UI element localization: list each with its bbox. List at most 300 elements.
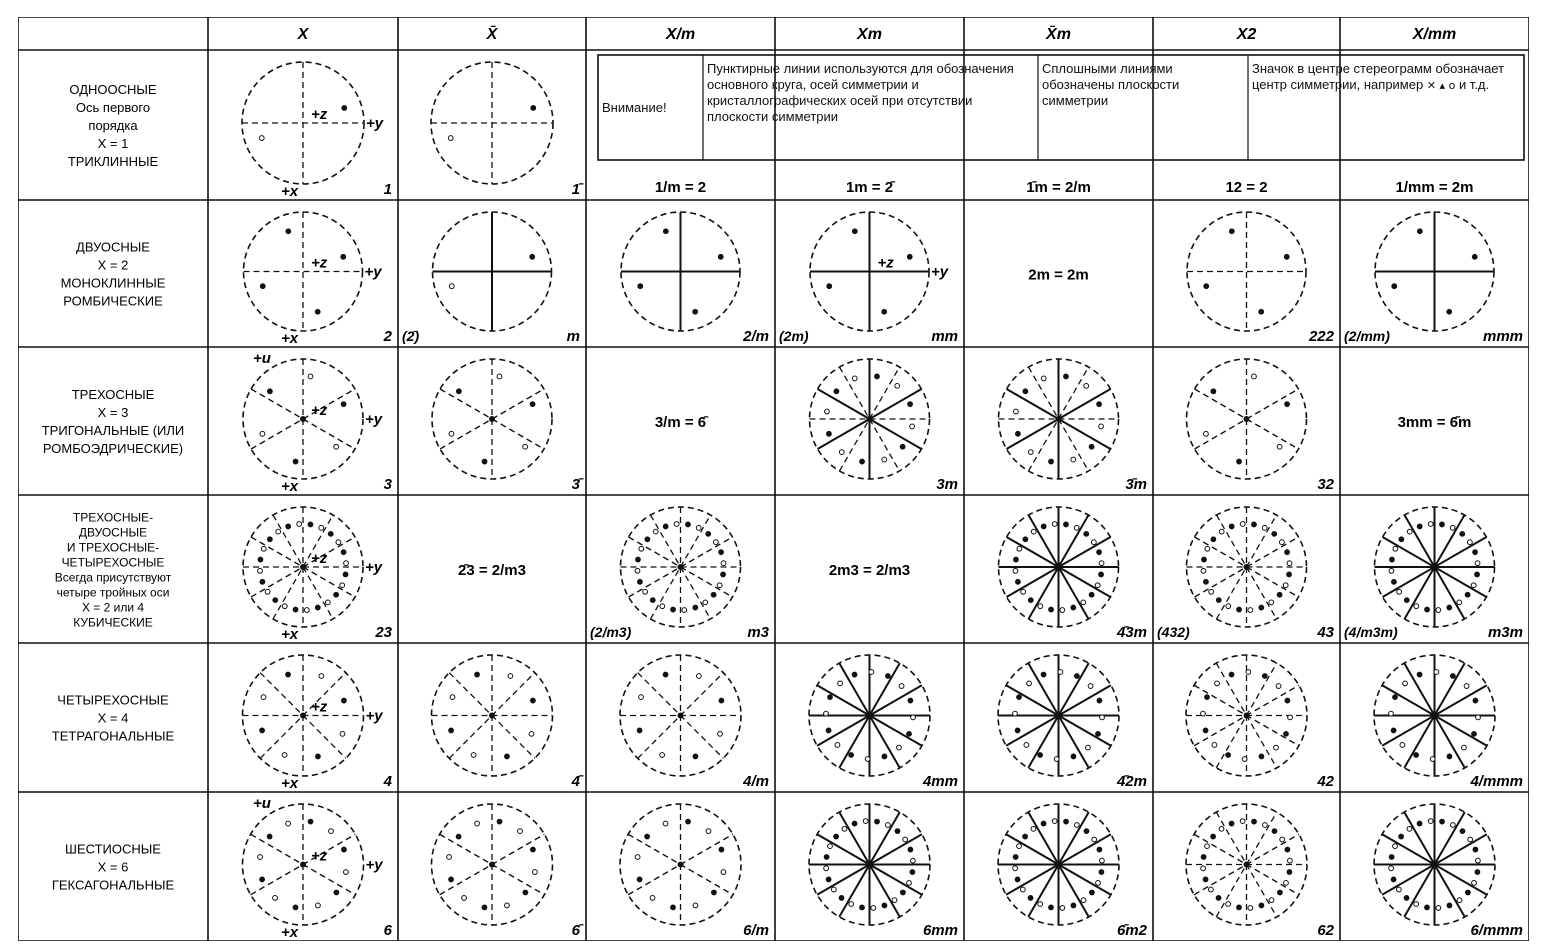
lower-pole-point — [1088, 684, 1093, 689]
upper-pole-point — [1023, 834, 1028, 839]
upper-pole-point — [1084, 829, 1089, 834]
upper-pole-point — [882, 309, 887, 314]
point-group-symbol: 6mm — [922, 922, 958, 939]
upper-pole-point — [308, 819, 313, 824]
lower-pole-point — [1475, 561, 1480, 566]
lower-pole-point — [1468, 837, 1473, 842]
center-axis-mark — [300, 862, 306, 868]
lower-pole-point — [1389, 711, 1394, 716]
axis-label-z: +z — [311, 698, 328, 716]
upper-pole-point — [719, 847, 724, 852]
upper-pole-point — [1393, 695, 1398, 700]
upper-pole-point — [719, 550, 724, 555]
lower-pole-point — [1060, 905, 1065, 910]
equivalence-text: 1/m = 2 — [654, 179, 707, 196]
row-label: ТРЕХОСНЫЕ-ДВУОСНЫЕ И ТРЕХОСНЫЕ-ЧЕТЫРЕХОСНЫЕ Всегда присутствуют четыре тройных оси X = 2 или 4 КУБИЧЕСКИЕ — [54, 510, 172, 630]
lower-pole-point — [282, 604, 287, 609]
upper-pole-point — [637, 877, 642, 882]
upper-pole-point — [523, 890, 528, 895]
point-group-symbol: 2/m — [743, 328, 769, 345]
axis-label: +x — [281, 330, 299, 347]
point-group-symbol: 4/mmm — [1470, 773, 1523, 790]
upper-pole-point — [1049, 607, 1054, 612]
upper-pole-point — [907, 254, 912, 259]
lower-pole-point — [1099, 561, 1104, 566]
point-group-symbol: 1̄ — [571, 181, 580, 198]
lower-pole-point — [329, 829, 334, 834]
attention-label: Внимание! — [602, 99, 667, 115]
lower-pole-point — [1226, 902, 1231, 907]
upper-pole-point — [1414, 753, 1419, 758]
table-cell — [243, 655, 393, 792]
upper-pole-point — [328, 531, 333, 536]
upper-pole-point — [1028, 598, 1033, 603]
lower-pole-point — [1472, 880, 1477, 885]
lower-pole-point — [1038, 902, 1043, 907]
lower-pole-point — [842, 826, 847, 831]
lower-pole-point — [910, 858, 915, 863]
upper-pole-point — [1096, 731, 1101, 736]
table-cell — [431, 62, 584, 198]
upper-pole-point — [1285, 698, 1290, 703]
lower-pole-point — [297, 522, 302, 527]
upper-pole-point — [343, 572, 348, 577]
upper-pole-point — [1099, 870, 1104, 875]
upper-pole-point — [342, 847, 347, 852]
upper-pole-point — [1071, 605, 1076, 610]
lower-pole-point — [1396, 887, 1401, 892]
lower-pole-point — [1086, 745, 1091, 750]
upper-pole-point — [1216, 895, 1221, 900]
lower-pole-point — [1436, 608, 1441, 613]
lower-pole-point — [1204, 431, 1209, 436]
upper-pole-point — [826, 877, 831, 882]
upper-pole-point — [1447, 903, 1452, 908]
center-axis-mark — [1056, 564, 1062, 570]
upper-pole-point — [852, 672, 857, 677]
lower-pole-point — [1400, 743, 1405, 748]
table-cell — [810, 359, 959, 493]
row-label: ТРЕХОСНЫЕ X = 3 ТРИГОНАЛЬНЫЕ (ИЛИ РОМБОЭДРИЧЕСКИЕ) — [41, 387, 185, 456]
lower-pole-point — [1389, 568, 1394, 573]
lower-pole-point — [1084, 383, 1089, 388]
upper-pole-point — [1287, 870, 1292, 875]
lower-pole-point — [1252, 374, 1257, 379]
upper-pole-point — [1071, 754, 1076, 759]
axis-label: +u — [253, 795, 271, 812]
lower-pole-point — [1021, 589, 1026, 594]
upper-pole-point — [1237, 459, 1242, 464]
lower-pole-point — [650, 895, 655, 900]
center-axis-mark — [489, 416, 495, 422]
upper-pole-point — [882, 903, 887, 908]
column-header: Xm — [857, 26, 882, 43]
center-axis-mark — [1244, 713, 1250, 719]
lower-pole-point — [1428, 819, 1433, 824]
upper-pole-point — [267, 834, 272, 839]
upper-pole-point — [828, 695, 833, 700]
upper-pole-point — [1259, 754, 1264, 759]
upper-pole-point — [1028, 895, 1033, 900]
lower-pole-point — [869, 670, 874, 675]
lower-pole-point — [1246, 670, 1251, 675]
lower-pole-point — [1288, 715, 1293, 720]
upper-pole-point — [693, 309, 698, 314]
equivalence-text: 1̄m = 2/m — [1026, 179, 1091, 196]
upper-pole-point — [1417, 672, 1422, 677]
alternate-symbol: (432) — [1157, 624, 1190, 640]
lower-pole-point — [518, 829, 523, 834]
axis-label: +y — [364, 263, 382, 281]
upper-pole-point — [267, 537, 272, 542]
lower-pole-point — [471, 753, 476, 758]
lower-pole-point — [533, 870, 538, 875]
equivalence-text: 2m3 = 2/m3 — [828, 562, 911, 579]
upper-pole-point — [1389, 855, 1394, 860]
lower-pole-point — [1099, 858, 1104, 863]
upper-pole-point — [650, 598, 655, 603]
upper-pole-point — [1049, 459, 1054, 464]
lower-pole-point — [258, 568, 263, 573]
lower-pole-point — [849, 902, 854, 907]
upper-pole-point — [1201, 855, 1206, 860]
point-group-symbol: 3̄m — [1125, 476, 1147, 493]
upper-pole-point — [885, 674, 890, 679]
table-cell — [998, 804, 1148, 939]
upper-pole-point — [1259, 309, 1264, 314]
lower-pole-point — [308, 374, 313, 379]
upper-pole-point — [482, 459, 487, 464]
upper-pole-point — [1097, 402, 1102, 407]
table-cell — [620, 655, 769, 790]
lower-pole-point — [1212, 743, 1217, 748]
upper-pole-point — [1447, 309, 1452, 314]
lower-pole-point — [1226, 604, 1231, 609]
upper-pole-point — [827, 431, 832, 436]
upper-pole-point — [1202, 557, 1207, 562]
upper-pole-point — [875, 819, 880, 824]
upper-pole-point — [1447, 754, 1452, 759]
upper-pole-point — [1272, 829, 1277, 834]
axis-label: +y — [931, 263, 949, 281]
lower-pole-point — [892, 898, 897, 903]
upper-pole-point — [1203, 877, 1208, 882]
point-group-symbol: 6/mmm — [1470, 922, 1523, 939]
center-axis-mark — [1244, 416, 1250, 422]
upper-pole-point — [1205, 695, 1210, 700]
upper-pole-point — [826, 728, 831, 733]
lower-pole-point — [1262, 525, 1267, 530]
upper-pole-point — [1252, 522, 1257, 527]
lower-pole-point — [1052, 522, 1057, 527]
upper-pole-point — [531, 698, 536, 703]
lower-pole-point — [1013, 866, 1018, 871]
lower-pole-point — [325, 600, 330, 605]
upper-pole-point — [482, 905, 487, 910]
lower-pole-point — [1208, 887, 1213, 892]
upper-pole-point — [1285, 550, 1290, 555]
upper-pole-point — [286, 672, 291, 677]
table-cell — [999, 359, 1148, 493]
upper-pole-point — [860, 905, 865, 910]
point-group-symbol: 1 — [383, 181, 392, 198]
point-group-symbol: 4 — [383, 773, 392, 790]
upper-pole-point — [824, 855, 829, 860]
lower-pole-point — [1058, 670, 1063, 675]
alternate-symbol: (2/m3) — [590, 624, 632, 640]
axis-label: +x — [281, 183, 299, 200]
lower-pole-point — [828, 844, 833, 849]
lower-pole-point — [1277, 444, 1282, 449]
table-cell — [1187, 359, 1335, 493]
upper-pole-point — [1084, 531, 1089, 536]
lower-pole-point — [1248, 905, 1253, 910]
upper-pole-point — [1285, 847, 1290, 852]
lower-pole-point — [344, 870, 349, 875]
point-group-symbol: 6 — [383, 922, 392, 939]
lower-pole-point — [260, 431, 265, 436]
upper-pole-point — [1425, 905, 1430, 910]
point-group-symbol: 4/m — [743, 773, 769, 790]
lower-pole-point — [1240, 522, 1245, 527]
upper-pole-point — [315, 605, 320, 610]
lower-pole-point — [1276, 684, 1281, 689]
upper-pole-point — [341, 254, 346, 259]
lower-pole-point — [1209, 589, 1214, 594]
lower-pole-point — [825, 409, 830, 414]
lower-pole-point — [1074, 823, 1079, 828]
upper-pole-point — [1015, 877, 1020, 882]
lower-pole-point — [1393, 546, 1398, 551]
lower-pole-point — [1262, 823, 1267, 828]
upper-pole-point — [342, 698, 347, 703]
lower-pole-point — [1457, 898, 1462, 903]
lower-pole-point — [1028, 450, 1033, 455]
upper-pole-point — [1460, 531, 1465, 536]
upper-pole-point — [1252, 819, 1257, 824]
table-cell — [655, 179, 706, 196]
upper-pole-point — [286, 524, 291, 529]
upper-pole-point — [638, 579, 643, 584]
axis-label: +y — [365, 411, 383, 428]
lower-pole-point — [635, 568, 640, 573]
center-axis-mark — [678, 862, 684, 868]
equivalence-text: 1/mm = 2m — [1395, 179, 1474, 196]
lower-pole-point — [1041, 376, 1046, 381]
center-axis-mark — [1056, 416, 1062, 422]
upper-pole-point — [1392, 284, 1397, 289]
lower-pole-point — [1471, 583, 1476, 588]
table-cell — [1396, 179, 1474, 196]
center-symbol-text: Значок в центре стереограмм обозначает центр симметрии, например — [1252, 61, 1505, 92]
upper-pole-point — [456, 834, 461, 839]
lower-pole-point — [449, 284, 454, 289]
dashed-lines-text: Пунктирные линии используются для обозначения основного круга, осей симметрии и кристаллографических осей при отсутствии плоскости симметрии — [707, 61, 1014, 124]
upper-pole-point — [1417, 229, 1422, 234]
center-axis-mark — [300, 564, 306, 570]
upper-pole-point — [1229, 821, 1234, 826]
upper-pole-point — [1041, 524, 1046, 529]
axis-label: +y — [365, 856, 383, 874]
table-cell — [432, 359, 584, 493]
lower-pole-point — [1283, 583, 1288, 588]
table-cell — [244, 212, 393, 347]
upper-pole-point — [316, 754, 321, 759]
lower-pole-point — [682, 608, 687, 613]
table-cell — [1374, 804, 1523, 939]
lower-pole-point — [259, 136, 264, 141]
upper-pole-point — [1237, 607, 1242, 612]
table-cell — [242, 62, 392, 200]
lower-pole-point — [304, 608, 309, 613]
upper-pole-point — [711, 890, 716, 895]
lower-pole-point — [1280, 837, 1285, 842]
column-header: X — [297, 26, 309, 43]
point-group-symbol: 4̄3m — [1116, 624, 1147, 641]
upper-pole-point — [1097, 550, 1102, 555]
upper-pole-point — [530, 402, 535, 407]
equivalence-text: 12 = 2 — [1225, 179, 1268, 196]
point-group-symbol: m3m — [1487, 624, 1523, 641]
point-group-symbol: 6̄ — [571, 922, 580, 939]
lower-pole-point — [1024, 743, 1029, 748]
center-axis-mark — [1432, 713, 1438, 719]
lower-pole-point — [529, 731, 534, 736]
lower-pole-point — [838, 681, 843, 686]
lower-pole-point — [1060, 608, 1065, 613]
upper-pole-point — [449, 877, 454, 882]
lower-pole-point — [447, 855, 452, 860]
lower-pole-point — [1397, 589, 1402, 594]
upper-pole-point — [1447, 605, 1452, 610]
lower-pole-point — [1092, 837, 1097, 842]
center-symbol-sample-icon: ✕ ▴ o — [1426, 79, 1456, 92]
upper-pole-point — [1023, 389, 1028, 394]
dashed-lines-note — [701, 55, 1036, 160]
lower-pole-point — [1389, 866, 1394, 871]
center-axis-mark — [1244, 564, 1250, 570]
lower-pole-point — [865, 757, 870, 762]
upper-pole-point — [645, 537, 650, 542]
center-symbol-suffix: и т.д. — [1458, 77, 1490, 92]
upper-pole-point — [645, 834, 650, 839]
lower-pole-point — [344, 561, 349, 566]
upper-pole-point — [718, 254, 723, 259]
lower-pole-point — [1287, 561, 1292, 566]
lower-pole-point — [635, 855, 640, 860]
point-group-symbol: 4̄ — [571, 773, 580, 790]
axis-label-z: +z — [311, 254, 328, 272]
upper-pole-point — [1226, 753, 1231, 758]
table-cell — [1028, 267, 1088, 284]
column-header: X̄m — [1046, 26, 1071, 43]
upper-pole-point — [1089, 890, 1094, 895]
upper-pole-point — [721, 572, 726, 577]
lower-pole-point — [835, 743, 840, 748]
axis-label-z: +z — [311, 106, 328, 123]
upper-pole-point — [1284, 254, 1289, 259]
upper-pole-point — [900, 890, 905, 895]
solid-lines-note — [1036, 55, 1246, 160]
row-label: ДВУОСНЫЕ X = 2 МОНОКЛИННЫЕ РОМБИЧЕСКИЕ — [60, 239, 166, 309]
lower-pole-point — [1284, 880, 1289, 885]
point-group-symbol: m3 — [747, 624, 769, 641]
upper-pole-point — [475, 672, 480, 677]
point-group-symbol: 32 — [1317, 476, 1334, 493]
lower-pole-point — [273, 895, 278, 900]
table-cell — [1344, 212, 1523, 345]
lower-pole-point — [450, 695, 455, 700]
lower-pole-point — [497, 374, 502, 379]
lower-pole-point — [1393, 844, 1398, 849]
lower-pole-point — [1031, 826, 1036, 831]
lower-pole-point — [1014, 409, 1019, 414]
center-axis-mark — [678, 713, 684, 719]
lower-pole-point — [1403, 681, 1408, 686]
point-group-symbol: 42 — [1317, 773, 1334, 790]
upper-pole-point — [1211, 537, 1216, 542]
center-axis-mark — [867, 713, 873, 719]
lower-pole-point — [1476, 715, 1481, 720]
lower-pole-point — [1031, 529, 1036, 534]
axis-label-z: +z — [311, 402, 328, 419]
lower-pole-point — [1269, 898, 1274, 903]
equivalence-text: 3/m = 6̄ — [654, 414, 707, 431]
alternate-symbol: (2/mm) — [1344, 328, 1390, 344]
lower-pole-point — [713, 540, 718, 545]
upper-pole-point — [852, 821, 857, 826]
table-cell — [621, 212, 769, 345]
lower-pole-point — [721, 561, 726, 566]
lower-pole-point — [319, 525, 324, 530]
alternate-symbol: (2̄) — [402, 328, 420, 344]
upper-pole-point — [1089, 444, 1094, 449]
lower-pole-point — [286, 821, 291, 826]
upper-pole-point — [293, 607, 298, 612]
upper-pole-point — [1460, 829, 1465, 834]
point-group-symbol: m — [566, 328, 580, 345]
table-cell — [432, 655, 584, 790]
table-cell — [432, 804, 584, 939]
upper-pole-point — [1284, 731, 1289, 736]
upper-pole-point — [875, 374, 880, 379]
lower-pole-point — [1274, 745, 1279, 750]
upper-pole-point — [1203, 728, 1208, 733]
lower-pole-point — [831, 887, 836, 892]
lower-pole-point — [1242, 757, 1247, 762]
upper-pole-point — [1237, 905, 1242, 910]
upper-pole-point — [341, 550, 346, 555]
upper-pole-point — [260, 728, 265, 733]
upper-pole-point — [1097, 847, 1102, 852]
upper-pole-point — [910, 870, 915, 875]
lower-pole-point — [1434, 670, 1439, 675]
upper-pole-point — [834, 834, 839, 839]
upper-pole-point — [1204, 284, 1209, 289]
upper-pole-point — [900, 444, 905, 449]
upper-pole-point — [1216, 598, 1221, 603]
upper-pole-point — [530, 254, 535, 259]
lower-pole-point — [1081, 898, 1086, 903]
upper-pole-point — [1259, 903, 1264, 908]
lower-pole-point — [703, 600, 708, 605]
axis-label-z: +z — [311, 550, 328, 567]
table-cell — [402, 212, 580, 345]
upper-pole-point — [839, 895, 844, 900]
solid-lines-text: Сплошными линиями обозначены плоскости симметрии — [1042, 61, 1180, 108]
lower-pole-point — [448, 136, 453, 141]
lower-pole-point — [895, 383, 900, 388]
